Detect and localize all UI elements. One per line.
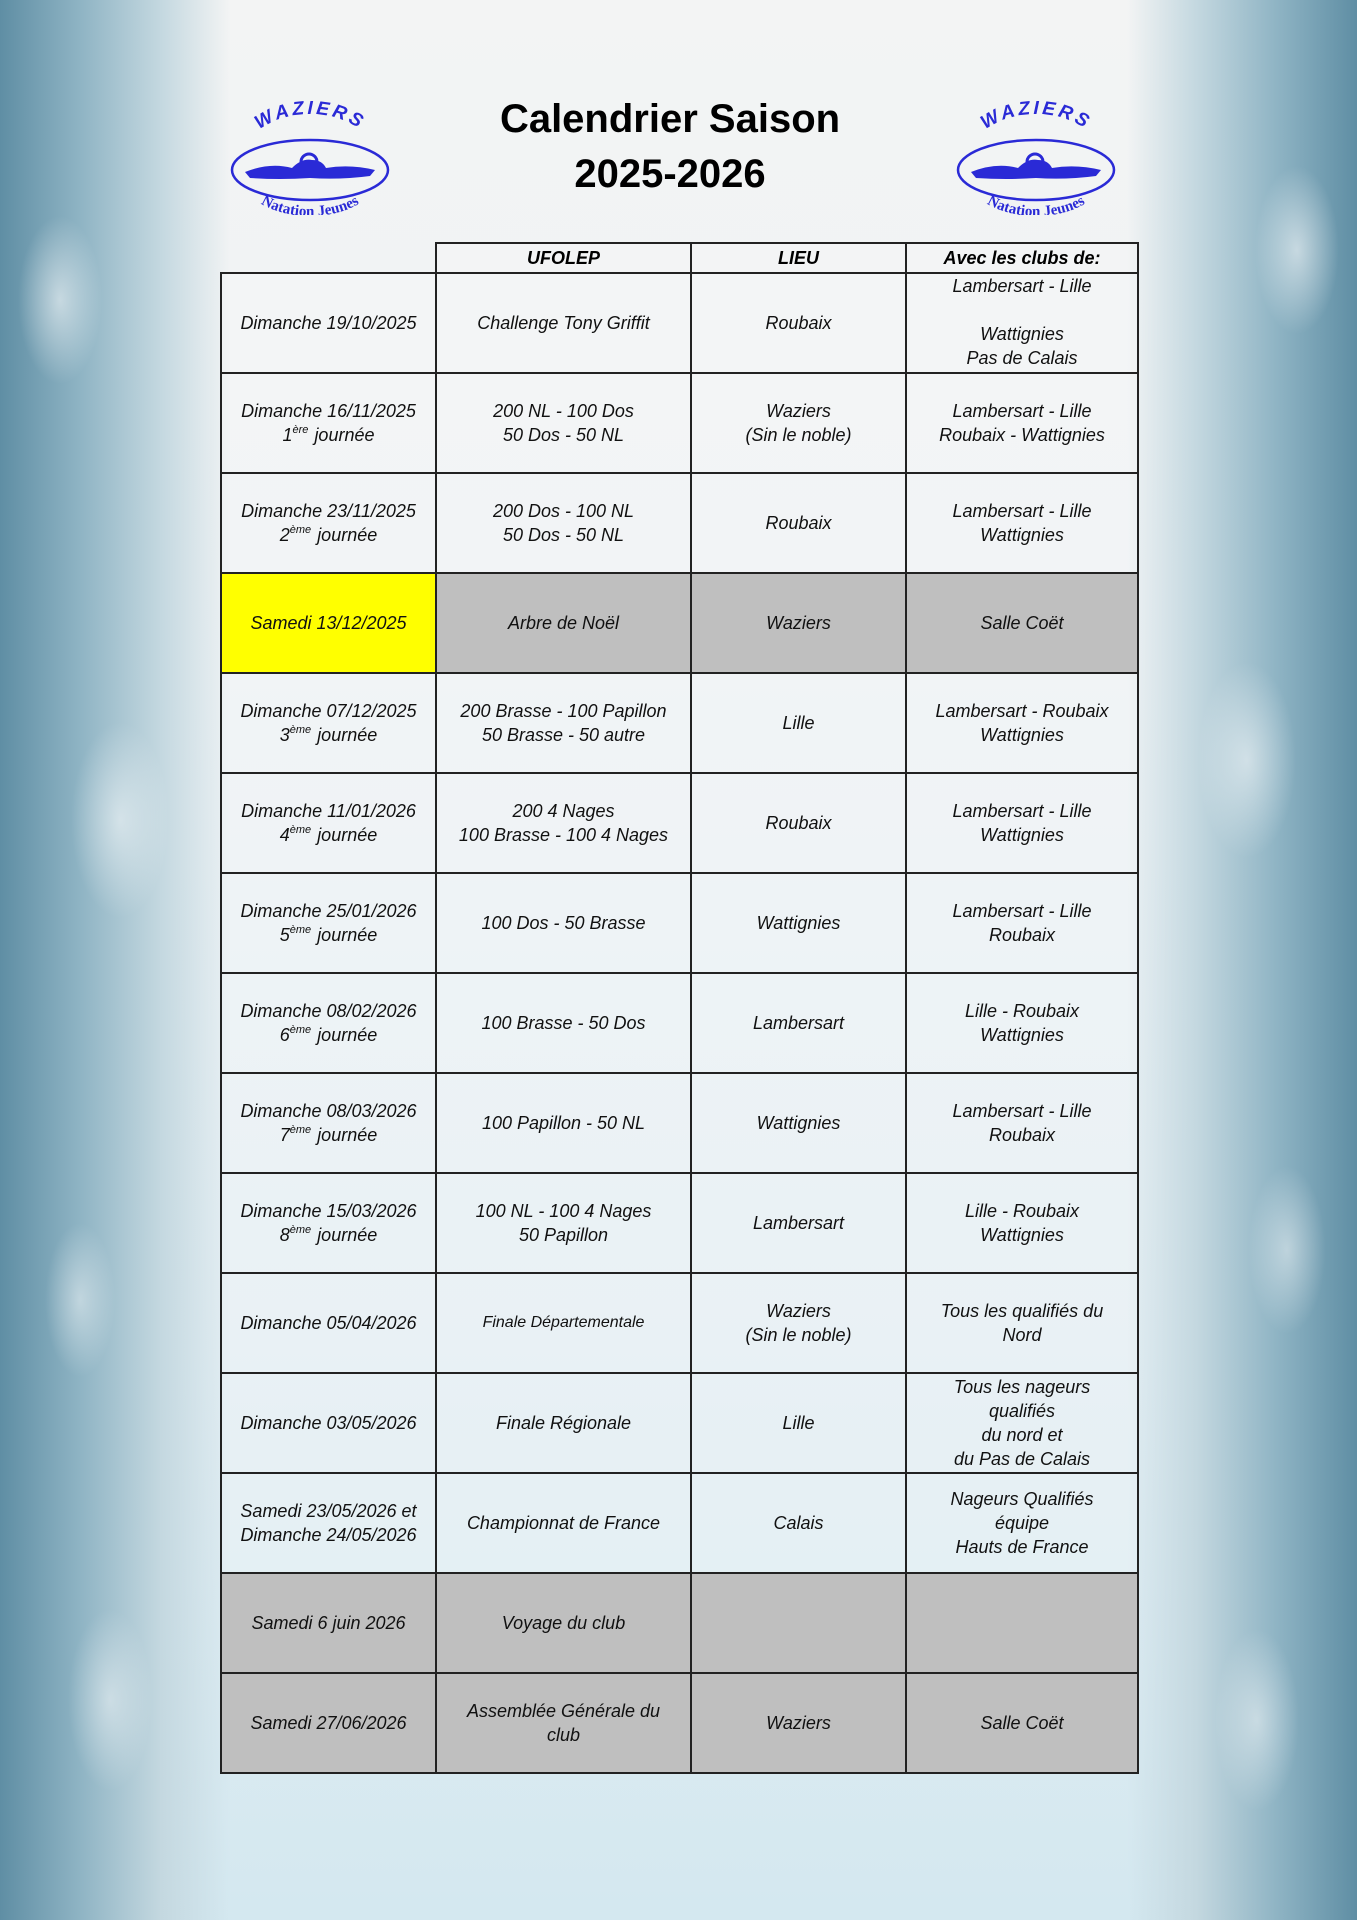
cell-line: 100 Brasse - 50 Dos — [481, 1013, 646, 1033]
water-splash-background-left — [0, 0, 230, 1920]
cell-line: Wattignies — [980, 1025, 1064, 1045]
cell-line: Waziers — [766, 1301, 831, 1321]
cell-line: Hauts de France — [955, 1537, 1089, 1557]
cell-line: 100 Brasse - 100 4 Nages — [458, 825, 669, 845]
journee-number: 6 — [279, 1025, 290, 1045]
lieu-cell — [691, 273, 906, 373]
column-header-clubs: Avec les clubs de: — [906, 243, 1138, 273]
cell-line: (Sin le noble) — [745, 1325, 852, 1345]
cell-line: du Pas de Calais — [953, 1449, 1091, 1469]
table-row — [221, 873, 1138, 973]
date-cell — [221, 1073, 436, 1173]
cell-line: Lambersart - Lille — [952, 1101, 1092, 1121]
cell-line: Samedi 13/12/2025 — [250, 613, 407, 633]
clubs-cell — [906, 473, 1138, 573]
svg-text:WAZIERS: WAZIERS — [977, 100, 1096, 134]
cell-line: qualifiés — [988, 1401, 1056, 1421]
cell-line: Dimanche 19/10/2025 — [240, 313, 417, 333]
cell-line: Dimanche 07/12/2025 — [240, 701, 417, 721]
lieu-cell — [691, 873, 906, 973]
table-row — [221, 773, 1138, 873]
table-row — [221, 1373, 1138, 1473]
journee-word: journée — [317, 725, 378, 745]
cell-line: Championnat de France — [466, 1513, 661, 1533]
cell-line: Wattignies — [756, 913, 841, 933]
journee-word: journée — [317, 525, 378, 545]
cell-line: Dimanche 08/02/2026 — [240, 1001, 417, 1021]
clubs-cell — [906, 1273, 1138, 1373]
clubs-cell — [906, 1673, 1138, 1773]
journee-label — [226, 923, 431, 947]
cell-line: Lambersart - Lille — [952, 501, 1092, 521]
cell-line: Tous les nageurs — [953, 1377, 1091, 1397]
clubs-cell — [906, 1373, 1138, 1473]
date-cell — [221, 1373, 436, 1473]
svg-text:WAZIERS: WAZIERS — [251, 100, 370, 134]
lieu-cell — [691, 1173, 906, 1273]
cell-line: Challenge Tony Griffit — [477, 313, 650, 333]
journee-label — [226, 823, 431, 847]
cell-line: équipe — [994, 1513, 1050, 1533]
journee-number: 2 — [279, 525, 290, 545]
column-header-lieu: LIEU — [691, 243, 906, 273]
club-logo-right — [946, 100, 1126, 215]
cell-line: Lille - Roubaix — [964, 1001, 1080, 1021]
date-cell — [221, 1673, 436, 1773]
journee-ordinal-suffix: ème — [289, 1224, 312, 1236]
cell-line: du nord et — [981, 1425, 1063, 1445]
table-row — [221, 273, 1138, 373]
lieu-cell — [691, 1273, 906, 1373]
lieu-cell — [691, 1473, 906, 1573]
clubs-cell — [906, 1073, 1138, 1173]
cell-line — [911, 298, 1133, 322]
table-row — [221, 673, 1138, 773]
table-row — [221, 1473, 1138, 1573]
clubs-cell — [906, 1173, 1138, 1273]
lieu-cell — [691, 1573, 906, 1673]
lieu-cell — [691, 473, 906, 573]
cell-line: Assemblée Générale du — [466, 1701, 661, 1721]
ufolep-cell — [436, 573, 691, 673]
cell-line: 100 Dos - 50 Brasse — [481, 913, 646, 933]
journee-number: 3 — [279, 725, 290, 745]
cell-line: Waziers — [766, 401, 831, 421]
journee-label — [226, 1123, 431, 1147]
ufolep-cell — [436, 773, 691, 873]
journee-word: journée — [317, 1225, 378, 1245]
table-row — [221, 1073, 1138, 1173]
journee-ordinal-suffix: ème — [289, 1124, 312, 1136]
table-body — [221, 273, 1138, 1773]
cell-line: 200 Brasse - 100 Papillon — [460, 701, 667, 721]
journee-label — [226, 423, 431, 447]
cell-line: Roubaix — [765, 513, 832, 533]
date-cell — [221, 1273, 436, 1373]
table-row — [221, 373, 1138, 473]
ufolep-cell — [436, 873, 691, 973]
table-row — [221, 1273, 1138, 1373]
ufolep-cell — [436, 1573, 691, 1673]
column-header-date — [221, 243, 436, 273]
cell-line: Nord — [1002, 1325, 1042, 1345]
ufolep-cell — [436, 1173, 691, 1273]
ufolep-cell — [436, 1473, 691, 1573]
cell-line: Dimanche 03/05/2026 — [240, 1413, 417, 1433]
journee-ordinal-suffix: ère — [292, 424, 309, 436]
club-logo-left — [220, 100, 400, 215]
table-row — [221, 1173, 1138, 1273]
ufolep-cell — [436, 1373, 691, 1473]
cell-line: Lambersart - Lille — [952, 401, 1092, 421]
clubs-cell — [906, 273, 1138, 373]
cell-line: Lambersart — [752, 1013, 845, 1033]
cell-line: Dimanche 15/03/2026 — [240, 1201, 417, 1221]
cell-line: Lambersart - Lille — [952, 276, 1092, 296]
cell-line: Wattignies — [980, 1225, 1064, 1245]
cell-line: Wattignies — [756, 1113, 841, 1133]
cell-line: Tous les qualifiés du — [940, 1301, 1104, 1321]
journee-word: journée — [317, 925, 378, 945]
cell-line: Salle Coët — [980, 613, 1064, 633]
journee-word: journée — [314, 425, 375, 445]
cell-line: Lambersart - Lille — [952, 901, 1092, 921]
date-cell — [221, 473, 436, 573]
journee-word: journée — [317, 1025, 378, 1045]
svg-text:Natation Jeunes: Natation Jeunes — [258, 192, 362, 215]
clubs-cell — [906, 673, 1138, 773]
cell-line: 50 Papillon — [518, 1225, 609, 1245]
table-row — [221, 1573, 1138, 1673]
clubs-cell — [906, 973, 1138, 1073]
clubs-cell — [906, 773, 1138, 873]
lieu-cell — [691, 1073, 906, 1173]
ufolep-cell — [436, 473, 691, 573]
cell-line: Dimanche 05/04/2026 — [240, 1313, 417, 1333]
cell-line: Roubaix — [765, 813, 832, 833]
journee-word: journée — [317, 1125, 378, 1145]
cell-line: Dimanche 16/11/2025 — [241, 401, 416, 421]
cell-line: 100 Papillon - 50 NL — [481, 1113, 646, 1133]
date-cell — [221, 273, 436, 373]
cell-line: Roubaix - Wattignies — [939, 425, 1105, 445]
title-line-2: 2025-2026 — [574, 152, 766, 196]
journee-label — [226, 1023, 431, 1047]
date-cell — [221, 1173, 436, 1273]
cell-line: Calais — [773, 1513, 824, 1533]
cell-line: Salle Coët — [980, 1713, 1064, 1733]
journee-number: 1 — [282, 425, 293, 445]
journee-label — [226, 1223, 431, 1247]
cell-line: club — [546, 1725, 581, 1745]
cell-line: Finale Départementale — [482, 1314, 645, 1331]
cell-line: Samedi 6 juin 2026 — [251, 1613, 406, 1633]
date-cell — [221, 773, 436, 873]
date-cell — [221, 1573, 436, 1673]
cell-line: Lille — [782, 1413, 815, 1433]
cell-line: Lille - Roubaix — [964, 1201, 1080, 1221]
lieu-cell — [691, 1373, 906, 1473]
date-cell — [221, 673, 436, 773]
cell-line: Lille — [782, 713, 815, 733]
clubs-cell — [906, 873, 1138, 973]
journee-label — [226, 523, 431, 547]
cell-line: Finale Régionale — [495, 1413, 632, 1433]
clubs-cell — [906, 1473, 1138, 1573]
cell-line: Roubaix — [988, 1125, 1056, 1145]
title-line-1: Calendrier Saison — [499, 97, 841, 141]
cell-line: Voyage du club — [501, 1613, 626, 1633]
cell-line: Roubaix — [765, 313, 832, 333]
date-cell — [221, 973, 436, 1073]
table-row — [221, 473, 1138, 573]
journee-label — [226, 723, 431, 747]
column-header-ufolep: UFOLEP — [436, 243, 691, 273]
cell-line: 200 NL - 100 Dos — [493, 401, 634, 421]
cell-line: (Sin le noble) — [745, 425, 852, 445]
lieu-cell — [691, 1673, 906, 1773]
cell-line: 200 4 Nages — [512, 801, 615, 821]
ufolep-cell — [436, 1273, 691, 1373]
cell-line: Dimanche 23/11/2025 — [241, 501, 416, 521]
journee-ordinal-suffix: ème — [289, 824, 312, 836]
lieu-cell — [691, 973, 906, 1073]
journee-ordinal-suffix: ème — [289, 1024, 312, 1036]
ufolep-cell — [436, 273, 691, 373]
cell-line: 200 Dos - 100 NL — [492, 501, 635, 521]
cell-line: Dimanche 25/01/2026 — [240, 901, 417, 921]
waziers-logo-icon — [946, 100, 1126, 215]
journee-ordinal-suffix: ème — [289, 724, 312, 736]
cell-line: Wattignies — [980, 525, 1064, 545]
journee-ordinal-suffix: ème — [289, 524, 312, 536]
date-cell — [221, 1473, 436, 1573]
page-title — [430, 92, 910, 202]
table-header-row — [221, 243, 1138, 273]
clubs-cell — [906, 373, 1138, 473]
cell-line: Lambersart — [752, 1213, 845, 1233]
date-cell — [221, 373, 436, 473]
journee-number: 8 — [279, 1225, 290, 1245]
table-row — [221, 1673, 1138, 1773]
ufolep-cell — [436, 973, 691, 1073]
svg-text:Natation Jeunes: Natation Jeunes — [984, 192, 1088, 215]
cell-line: Wattignies — [980, 725, 1064, 745]
date-cell — [221, 873, 436, 973]
cell-line: Dimanche 24/05/2026 — [240, 1525, 417, 1545]
clubs-cell — [906, 1573, 1138, 1673]
water-splash-background-right — [1127, 0, 1357, 1920]
clubs-cell — [906, 573, 1138, 673]
cell-line: 50 Dos - 50 NL — [502, 425, 625, 445]
cell-line: Lambersart - Lille — [952, 801, 1092, 821]
journee-number: 4 — [279, 825, 290, 845]
lieu-cell — [691, 573, 906, 673]
date-cell — [221, 573, 436, 673]
ufolep-cell — [436, 1073, 691, 1173]
journee-word: journée — [317, 825, 378, 845]
ufolep-cell — [436, 373, 691, 473]
lieu-cell — [691, 773, 906, 873]
journee-ordinal-suffix: ème — [289, 924, 312, 936]
ufolep-cell — [436, 1673, 691, 1773]
cell-line: Pas de Calais — [966, 348, 1078, 368]
journee-number: 7 — [279, 1125, 290, 1145]
cell-line: 50 Dos - 50 NL — [502, 525, 625, 545]
cell-line: Nageurs Qualifiés — [950, 1489, 1094, 1509]
cell-line: 100 NL - 100 4 Nages — [475, 1201, 652, 1221]
cell-line: Lambersart - Roubaix — [935, 701, 1109, 721]
cell-line: Wattignies — [980, 324, 1064, 344]
cell-line: Dimanche 08/03/2026 — [240, 1101, 417, 1121]
journee-number: 5 — [279, 925, 290, 945]
cell-line: 50 Brasse - 50 autre — [481, 725, 646, 745]
cell-line: Waziers — [766, 613, 831, 633]
cell-line: Samedi 27/06/2026 — [250, 1713, 407, 1733]
cell-line: Dimanche 11/01/2026 — [241, 801, 416, 821]
cell-line: Waziers — [766, 1713, 831, 1733]
cell-line: Arbre de Noël — [507, 613, 620, 633]
season-calendar-table — [220, 242, 1139, 1774]
cell-line: Samedi 23/05/2026 et — [240, 1501, 417, 1521]
table-row — [221, 573, 1138, 673]
cell-line: Roubaix — [988, 925, 1056, 945]
ufolep-cell — [436, 673, 691, 773]
waziers-logo-icon — [220, 100, 400, 215]
table-row — [221, 973, 1138, 1073]
lieu-cell — [691, 673, 906, 773]
cell-line: Wattignies — [980, 825, 1064, 845]
lieu-cell — [691, 373, 906, 473]
